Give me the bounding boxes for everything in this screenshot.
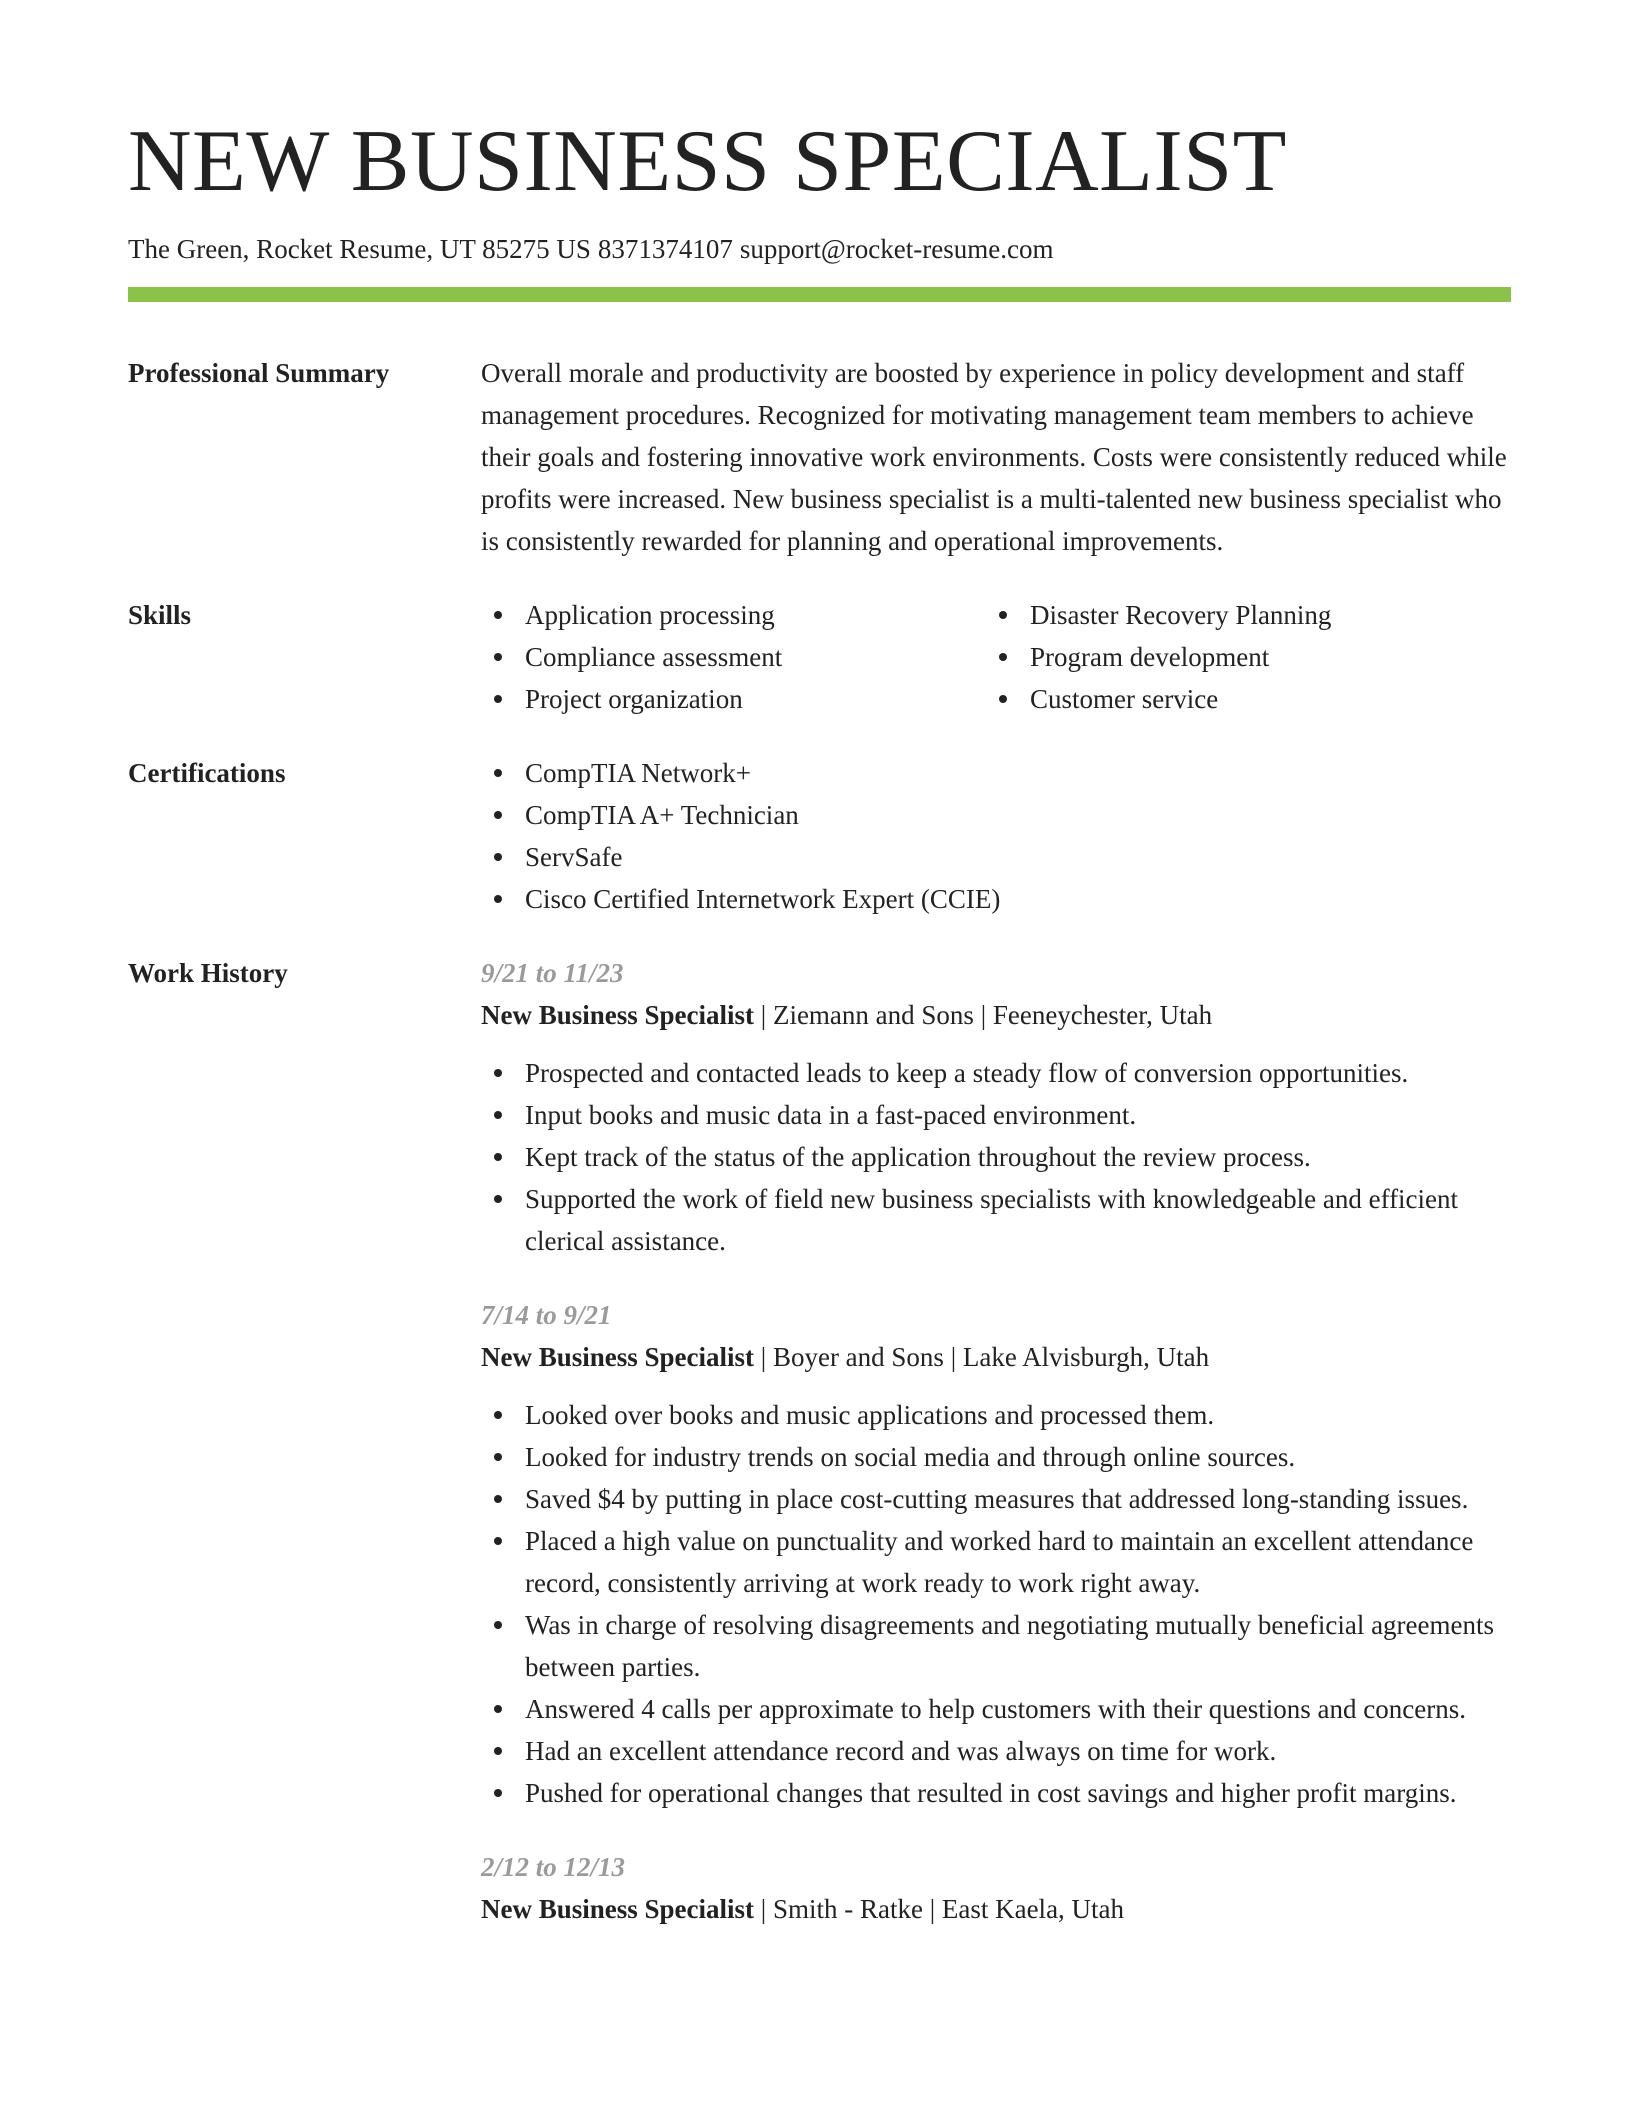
job-title: New Business Specialist [481, 1342, 755, 1372]
job-entry [481, 1846, 1511, 1930]
job-heading [481, 1336, 1511, 1378]
job-bullet: Supported the work of field new business specialists with knowledgeable and efficient clerical assistance. [481, 1178, 1511, 1262]
section-title-skills: Skills [128, 600, 192, 630]
job-bullet: Kept track of the status of the application throughout the review process. [481, 1136, 1511, 1178]
job-bullets [481, 1394, 1511, 1814]
certification-item: CompTIA A+ Technician [481, 794, 1511, 836]
skill-item: Application processing [481, 594, 986, 636]
job-separator: | [754, 1000, 773, 1030]
skill-item: Customer service [986, 678, 1491, 720]
job-bullet: Saved $4 by putting in place cost-cutting measures that addressed long-standing issues. [481, 1478, 1511, 1520]
contact-address: The Green, Rocket Resume, UT 85275 US [128, 234, 591, 264]
skills-section [128, 594, 1511, 720]
resume-name: NEW BUSINESS SPECIALIST [128, 113, 1287, 210]
skill-item: Project organization [481, 678, 986, 720]
job-dates: 7/14 to 9/21 [481, 1300, 612, 1330]
job-heading [481, 994, 1511, 1036]
job-separator: | [973, 1000, 993, 1030]
certification-item: Cisco Certified Internetwork Expert (CCIE) [481, 878, 1511, 920]
skill-item: Program development [986, 636, 1491, 678]
skill-item: Disaster Recovery Planning [986, 594, 1491, 636]
certification-item: CompTIA Network+ [481, 752, 1511, 794]
job-company: Ziemann and Sons [772, 1000, 974, 1030]
job-heading [481, 1888, 1511, 1930]
job-location: Feeneychester, Utah [992, 1000, 1213, 1030]
section-title-summary: Professional Summary [128, 358, 390, 388]
contact-email: support@rocket-resume.com [739, 234, 1054, 264]
job-entry [481, 1294, 1511, 1814]
skills-column-2 [986, 594, 1491, 720]
resume-sections [128, 352, 1511, 1962]
job-title: New Business Specialist [481, 1000, 755, 1030]
contact-phone: 8371374107 [597, 234, 733, 264]
job-bullet: Input books and music data in a fast-paced environment. [481, 1094, 1511, 1136]
certifications-section [128, 752, 1511, 920]
job-bullets [481, 1052, 1511, 1262]
job-bullet: Prospected and contacted leads to keep a steady flow of conversion opportunities. [481, 1052, 1511, 1094]
skills-grid [481, 594, 1511, 720]
section-title-certifications: Certifications [128, 758, 286, 788]
certification-item: ServSafe [481, 836, 1511, 878]
job-bullet: Had an excellent attendance record and was always on time for work. [481, 1730, 1511, 1772]
job-dates: 9/21 to 11/23 [481, 958, 624, 988]
job-separator: | [922, 1894, 942, 1924]
certifications-body [481, 752, 1511, 920]
job-bullet: Looked for industry trends on social media and through online sources. [481, 1436, 1511, 1478]
job-entry [481, 952, 1511, 1262]
job-separator: | [943, 1342, 963, 1372]
work-history-section [128, 952, 1511, 1962]
skills-column-1 [481, 594, 986, 720]
job-company: Smith - Ratke [772, 1894, 923, 1924]
job-separator: | [754, 1342, 773, 1372]
job-bullet: Pushed for operational changes that resulted in cost savings and higher profit margins. [481, 1772, 1511, 1814]
job-bullet: Was in charge of resolving disagreements and negotiating mutually beneficial agreements between parties. [481, 1604, 1511, 1688]
job-title: New Business Specialist [481, 1894, 755, 1924]
job-location: Lake Alvisburgh, Utah [962, 1342, 1210, 1372]
job-bullet: Looked over books and music applications and processed them. [481, 1394, 1511, 1436]
job-company: Boyer and Sons [772, 1342, 944, 1372]
header-divider [128, 287, 1511, 302]
contact-line [128, 233, 1053, 265]
skill-item: Compliance assessment [481, 636, 986, 678]
summary-body [481, 352, 1511, 562]
job-location: East Kaela, Utah [941, 1894, 1125, 1924]
summary-section [128, 352, 1511, 562]
job-separator: | [754, 1894, 773, 1924]
job-bullet: Placed a high value on punctuality and worked hard to maintain an excellent attendance record, consistently arriving at work ready to work right away. [481, 1520, 1511, 1604]
work-history-body [481, 952, 1511, 1962]
job-dates: 2/12 to 12/13 [481, 1852, 626, 1882]
job-bullet: Answered 4 calls per approximate to help customers with their questions and concerns. [481, 1688, 1511, 1730]
summary-text: Overall morale and productivity are boosted by experience in policy development and staff management procedures. Recognized for motivating management team members to achieve their goals and fostering innovative work environments. Costs were consistently reduced while profits were increased. New business specialist is a multi-talented new business specialist who is consistently rewarded for planning and operational improvements. [481, 358, 1507, 556]
section-title-work: Work History [128, 958, 288, 988]
certifications-list [481, 752, 1511, 920]
